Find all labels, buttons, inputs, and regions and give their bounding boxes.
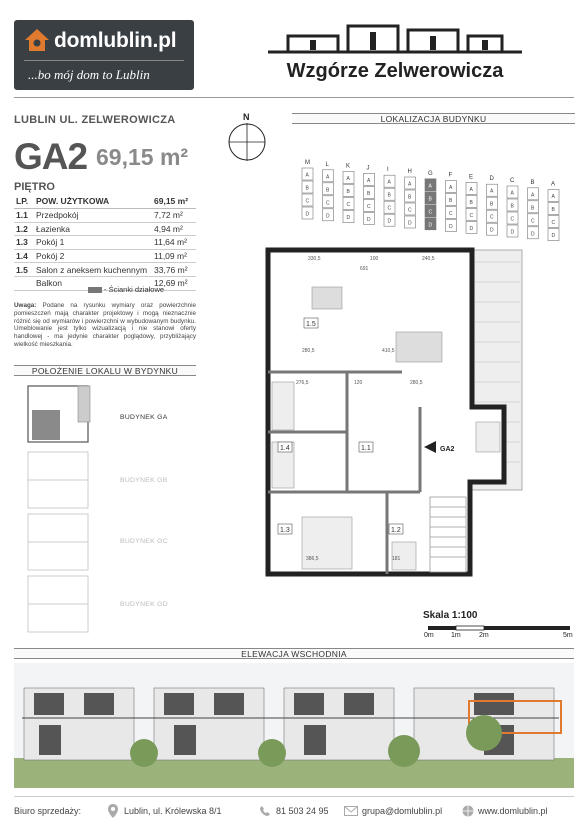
building-gc-label: BUDYNEK GC [120,538,168,545]
site-unit-letter: D [305,211,310,218]
location-section-bar [292,113,575,124]
note-text: Podane na rysunku wymiary oraz powierzchnie pomieszczeń mają charakter projektowy i mogą nieznacznie różnić się od wymiarów i powierzchni w wybudowanym budynku. Umeblowanie jest tylko wizualizacją i nie stanowi oferty handlowej - ma jedynie charakter poglądowy, przybliżający wielkość mieszkania. [14,302,196,348]
building-gb-label: BUDYNEK GB [120,477,168,484]
site-unit-letter: B [326,187,330,194]
site-unit-letter: B [551,207,555,214]
east-elevation-render [14,663,574,788]
rooms-table [14,194,196,291]
room-nr [14,276,34,290]
site-unit-letter: A [387,179,391,186]
site-unit-letter: D [346,215,351,222]
logo-text: domlublin.pl [54,29,177,52]
estate-name: Wzgórze Zelwerowicza [286,60,504,82]
estate-logo [250,18,540,88]
location-pin-icon [108,804,118,818]
logo-divider [24,60,184,61]
site-unit-letter: B [510,203,514,210]
apartment-address: LUBLIN UL. ZELWEROWICZA [14,114,176,126]
site-unit-letter: A [346,176,350,183]
site-unit-letter: D [367,216,371,223]
header-divider [14,97,574,98]
table-row [14,249,196,263]
site-unit-letter: B [449,198,453,205]
scale-tick: 2m [479,632,489,639]
room-nr: 1.3 [14,236,34,250]
footer-website[interactable]: www.domlublin.pl [478,806,548,816]
col-name: POW. UŻYTKOWA [34,194,152,209]
room-area: 4,94 m² [152,222,196,236]
building-ga-label: BUDYNEK GA [120,414,168,421]
room-area: 12,69 m² [152,276,196,290]
site-building-label: C [510,178,515,184]
site-unit-letter: B [490,201,494,208]
site-building-label: D [489,176,494,183]
location-section-title: LOKALIZACJA BUDYNKU [380,114,487,124]
site-unit-letter: A [408,181,412,188]
site-unit-letter: B [387,192,391,199]
site-unit-letter: D [326,213,330,220]
room-area: 11,09 m² [152,249,196,263]
site-unit-letter: A [490,188,494,195]
room-name: Pokój 1 [34,236,152,250]
dimension-label: 410,5 [382,348,395,354]
col-nr: LP. [14,194,34,209]
footer-phone[interactable]: 81 503 24 95 [276,806,329,816]
footer [14,804,574,820]
scale-tick: 0m [424,632,434,639]
dimension-label: 280,5 [410,380,423,386]
scale-tick: 1m [451,632,461,639]
table-row [14,263,196,277]
scale-bar [428,625,570,633]
room-nr: 1.4 [14,249,34,263]
site-unit-letter: C [428,209,433,216]
room-nr: 1.2 [14,222,34,236]
room-name: Pokój 2 [34,249,152,263]
site-unit-letter: A [367,177,371,184]
scale-tick: 5m [563,632,573,639]
footer-office-label: Biuro sprzedaży: [14,806,82,816]
room-area: 33,76 m² [152,263,196,277]
dimension-label: 276,5 [296,380,309,386]
room-label-1-3: 1.3 [280,527,290,534]
site-building-label: K [346,163,351,170]
site-unit-letter: D [469,225,474,232]
rooms-table-header [14,194,196,209]
site-building-label: F [448,172,453,179]
note-title: Uwaga: [14,302,37,309]
site-building-label: B [530,179,535,186]
site-unit-letter: B [408,194,412,201]
table-row [14,222,196,236]
position-section-title: POŁOŻENIE LOKALU W BYDYNKU [31,366,179,376]
table-row [14,236,196,250]
site-unit-letter: A [510,190,514,197]
site-unit-letter: C [490,214,494,221]
apartment-code: GA2 [14,136,88,177]
dimension-label: 181 [392,556,401,562]
room-label-1-4: 1.4 [280,445,290,452]
site-building-label: I [387,167,389,174]
site-unit-letter: D [428,222,433,229]
elevation-section-title: ELEWACJA WSCHODNIA [241,649,347,659]
site-building-label: G [428,170,433,177]
site-unit-letter: D [449,224,453,231]
site-unit-letter: A [531,192,535,199]
apartment-level: PIĘTRO [14,181,55,193]
site-unit-letter: D [408,220,412,227]
table-row [14,209,196,223]
globe-icon [462,805,474,817]
col-area: 69,15 m² [152,194,196,209]
logo-slogan: ...bo mój dom to Lublin [28,67,150,82]
north-compass-icon [224,112,270,164]
room-nr: 1.5 [14,263,34,277]
disclaimer-note [14,302,196,349]
house-logo-icon [24,28,50,52]
partition-wall-swatch [88,287,102,293]
site-unit-letter: D [510,229,515,236]
dimension-label: 120 [354,380,363,386]
site-unit-letter: A [551,194,555,201]
site-unit-letter: C [326,200,330,207]
room-area: 7,72 m² [152,209,196,223]
room-nr: 1.1 [14,209,34,223]
site-unit-letter: C [531,218,535,225]
dimension-label: 100 [370,256,379,262]
site-unit-letter: A [305,172,309,179]
unit-marker-label: GA2 [440,446,455,453]
site-building-label: L [325,161,329,168]
brand-logo[interactable] [14,20,194,90]
site-building-label: J [366,165,370,172]
site-unit-letter: D [387,218,392,225]
estate-skyline-icon [250,18,540,58]
site-unit-letter: A [428,183,432,190]
site-unit-letter: C [387,205,392,212]
site-building-label: A [551,181,556,188]
site-unit-letter: B [305,185,309,192]
dimension-label: 386,5 [306,556,319,562]
room-name: Salon z aneksem kuchennym [34,263,152,277]
dimension-label: 330,5 [308,256,321,262]
room-label-1-1: 1.1 [361,445,371,452]
site-unit-letter: B [531,205,535,212]
building-gd-label: BUDYNEK GD [120,601,168,608]
site-unit-letter: B [428,196,432,203]
site-unit-letter: C [551,220,556,227]
site-building-label: H [407,169,412,175]
site-unit-letter: B [346,189,350,196]
dimension-label: 240,5 [422,256,435,262]
room-label-1-5: 1.5 [306,321,316,328]
site-plan-map [292,152,575,242]
dimension-label: 280,5 [302,348,315,354]
site-unit-letter: C [408,207,412,214]
site-unit-letter: D [531,231,535,238]
elevation-section-bar [14,648,574,659]
site-unit-letter: C [346,202,351,209]
site-unit-letter: C [469,212,474,219]
site-building-label: M [305,160,310,166]
footer-address: Lublin, ul. Królewska 8/1 [124,806,222,816]
site-unit-letter: C [305,198,310,205]
partition-wall-legend: - Ścianki działowe [104,285,165,294]
position-section-bar [14,365,196,376]
email-icon [344,806,358,816]
room-name: Balkon [34,276,152,290]
footer-email[interactable]: grupa@domlublin.pl [362,806,443,816]
dimension-label: 691 [360,266,369,272]
phone-icon [260,806,270,816]
footer-divider [14,796,574,797]
site-unit-letter: C [449,211,453,218]
site-unit-letter: A [469,186,473,193]
site-unit-letter: C [367,203,371,210]
site-unit-letter: C [510,216,515,223]
site-unit-letter: A [326,174,330,181]
apartment-area: 69,15 m² [96,144,189,170]
scale-label: Skala 1:100 [423,610,478,621]
floor-plan [242,242,524,580]
site-unit-letter: D [551,233,556,240]
room-name: Łazienka [34,222,152,236]
site-unit-letter: B [367,190,371,197]
site-unit-letter: B [469,199,473,206]
compass-north-label: N [243,112,250,122]
room-name: Przedpokój [34,209,152,223]
room-label-1-2: 1.2 [391,527,401,534]
site-unit-letter: A [449,185,453,192]
site-unit-letter: D [490,227,494,234]
site-building-label: E [469,174,474,181]
room-area: 11,64 m² [152,236,196,250]
